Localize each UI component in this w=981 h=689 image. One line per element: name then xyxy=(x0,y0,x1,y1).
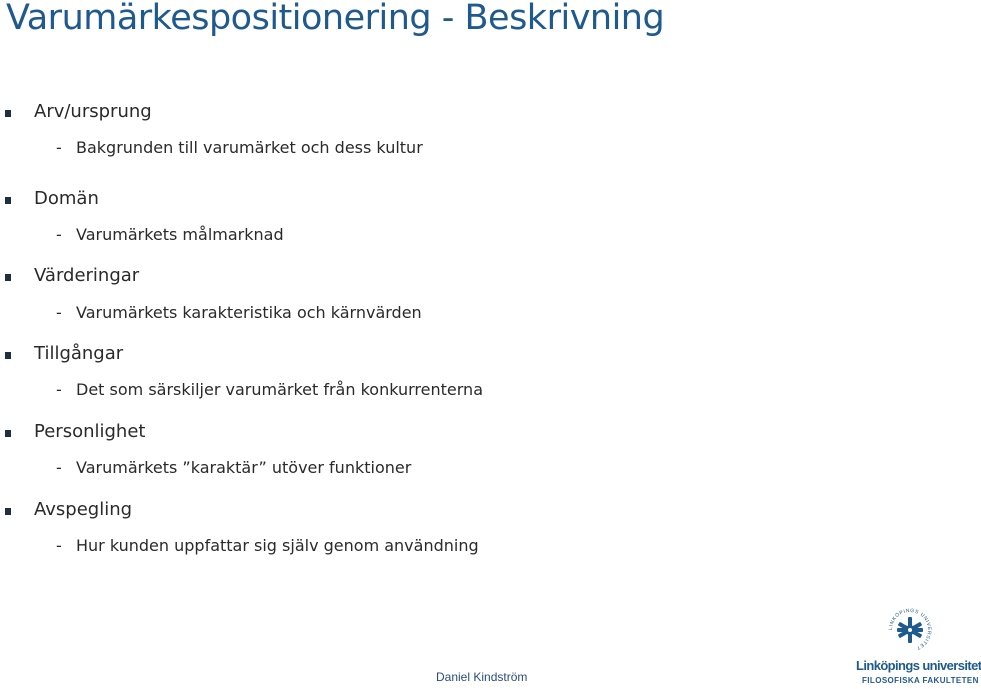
sub-bullet-label: Det som särskiljer varumärket från konkurrenterna xyxy=(76,380,483,399)
square-bullet-icon xyxy=(5,197,11,204)
dash-marker: - xyxy=(56,380,62,399)
bullet-label: Tillgångar xyxy=(34,343,124,364)
sub-bullet-label: Varumärkets målmarknad xyxy=(76,225,284,244)
sub-bullet-label: Hur kunden uppfattar sig själv genom användning xyxy=(76,536,479,555)
dash-marker: - xyxy=(56,138,62,157)
square-bullet-icon xyxy=(5,110,11,117)
square-bullet-icon xyxy=(5,508,11,515)
footer-author: Daniel Kindström xyxy=(436,670,528,684)
bullet-label: Personlighet xyxy=(34,421,146,442)
logo-university-name: Linköpings universitet xyxy=(856,658,981,673)
logo-faculty-name: FILOSOFISKA FAKULTETEN xyxy=(862,676,979,685)
bullet-label: Domän xyxy=(34,188,99,209)
square-bullet-icon xyxy=(5,352,11,359)
square-bullet-icon xyxy=(5,430,11,437)
bullet-label: Arv/ursprung xyxy=(34,101,152,122)
dash-marker: - xyxy=(56,536,62,555)
dash-marker: - xyxy=(56,225,62,244)
university-seal-icon xyxy=(884,604,936,656)
university-logo xyxy=(856,604,981,689)
bullet-label: Avspegling xyxy=(34,499,133,520)
dash-marker: - xyxy=(56,303,62,322)
dash-marker: - xyxy=(56,458,62,477)
sub-bullet-label: Bakgrunden till varumärket och dess kultur xyxy=(76,138,423,157)
bullet-label: Värderingar xyxy=(34,265,140,286)
slide-title: Varumärkespositionering - Beskrivning xyxy=(6,0,665,38)
sub-bullet-label: Varumärkets ”karaktär” utöver funktioner xyxy=(76,458,412,477)
svg-text:LINKÖPINGS UNIVERSITET: LINKÖPINGS UNIVERSITET xyxy=(887,607,933,651)
sub-bullet-label: Varumärkets karakteristika och kärnvärden xyxy=(76,303,422,322)
square-bullet-icon xyxy=(5,274,11,281)
